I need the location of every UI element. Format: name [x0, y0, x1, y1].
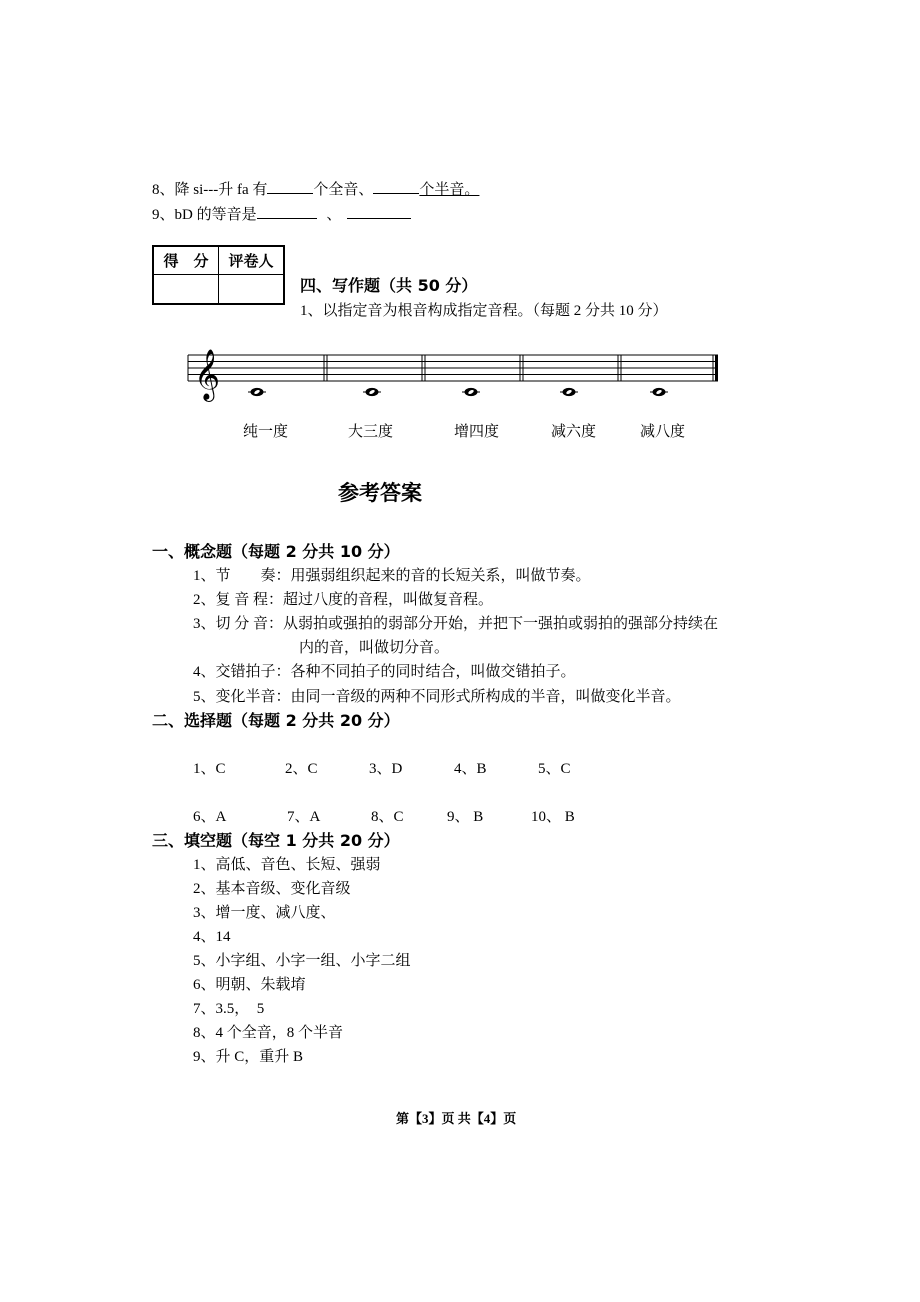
note-1[interactable] [248, 388, 266, 395]
blank-half-tones[interactable] [373, 178, 419, 194]
writing-question-1: 1、以指定音为根音构成指定音程。（每题 2 分共 10 分） [300, 303, 668, 319]
choice-answer-2: 2、C [285, 761, 318, 777]
choice-answer-7: 7、A [287, 809, 321, 825]
interval-label-3: 增四度 [454, 424, 500, 440]
question-9 [152, 203, 411, 224]
choice-answer-8: 8、C [371, 809, 404, 825]
score-cell[interactable] [153, 275, 219, 305]
svg-text:𝄞: 𝄞 [194, 349, 221, 400]
grader-header: 评卷人 [219, 246, 285, 275]
interval-label-5: 减八度 [640, 424, 686, 440]
answer-1-1: 1、节 奏：用强弱组织起来的音的长短关系，叫做节奏。 [193, 568, 591, 584]
choice-answer-1: 1、C [193, 761, 226, 777]
blank-enharmonic-2[interactable] [347, 203, 411, 219]
choice-answer-5: 5、C [538, 761, 571, 777]
question-8-prefix: 8、降 si---升 fa 有 [152, 182, 268, 198]
answers-section-2-title: 二、选择题（每题 2 分共 20 分） [152, 711, 400, 730]
answers-section-1-title: 一、概念题（每题 2 分共 10 分） [152, 542, 400, 561]
question-8-suffix: 个半音。 [419, 182, 480, 198]
treble-clef-icon [194, 349, 220, 402]
question-8-mid: 个全音、 [313, 182, 374, 198]
fill-answer-5: 5、小字组、小字一组、小字二组 [193, 953, 411, 969]
blank-whole-tones[interactable] [267, 178, 313, 194]
music-staff [186, 340, 726, 410]
fill-answer-3: 3、增一度、减八度、 [193, 905, 336, 921]
note-5[interactable] [650, 388, 668, 395]
fill-answer-6: 6、明朝、朱载堉 [193, 977, 306, 993]
fill-answer-9: 9、升 C，重升 B [193, 1049, 304, 1065]
answer-1-3-cont: 内的音，叫做切分音。 [299, 640, 450, 656]
answers-section-3-title: 三、填空题（每空 1 分共 20 分） [152, 831, 400, 850]
question-9-sep: 、 [326, 207, 342, 223]
answer-1-5: 5、变化半音：由同一音级的两种不同形式所构成的半音，叫做变化半音。 [193, 689, 681, 705]
fill-answer-8: 8、4 个全音，8 个半音 [193, 1025, 344, 1041]
fill-answer-2: 2、基本音级、变化音级 [193, 881, 351, 897]
fill-answer-4: 4、14 [193, 929, 231, 945]
answer-1-3: 3、切 分 音：从弱拍或强拍的弱部分开始，并把下一强拍或弱拍的强部分持续在 [193, 616, 719, 632]
score-table [152, 245, 285, 305]
question-9-prefix: 9、bD 的等音是 [152, 207, 257, 223]
interval-label-2: 大三度 [348, 424, 394, 440]
note-4[interactable] [560, 388, 578, 395]
score-header: 得 分 [153, 246, 219, 275]
answer-1-2: 2、复 音 程：超过八度的音程，叫做复音程。 [193, 592, 494, 608]
choice-answer-9: 9、 B [447, 809, 484, 825]
answer-1-4: 4、交错拍子：各种不同拍子的同时结合，叫做交错拍子。 [193, 664, 576, 680]
question-8 [152, 178, 479, 199]
interval-label-4: 减六度 [551, 424, 597, 440]
page-footer: 第【3】页 共【4】页 [396, 1111, 517, 1126]
blank-enharmonic-1[interactable] [257, 203, 317, 219]
note-2[interactable] [363, 388, 381, 395]
writing-section-title: 四、写作题（共 50 分） [300, 276, 478, 295]
interval-label-1: 纯一度 [243, 424, 289, 440]
fill-answer-1: 1、高低、音色、长短、强弱 [193, 857, 381, 873]
note-3[interactable] [462, 388, 480, 395]
choice-answer-3: 3、D [369, 761, 403, 777]
choice-answer-6: 6、A [193, 809, 227, 825]
fill-answer-7: 7、3.5， 5 [193, 1001, 265, 1017]
choice-answer-4: 4、B [454, 761, 487, 777]
grader-cell[interactable] [219, 275, 285, 305]
answers-title: 参考答案 [338, 481, 422, 505]
choice-answer-10: 10、 B [531, 809, 575, 825]
